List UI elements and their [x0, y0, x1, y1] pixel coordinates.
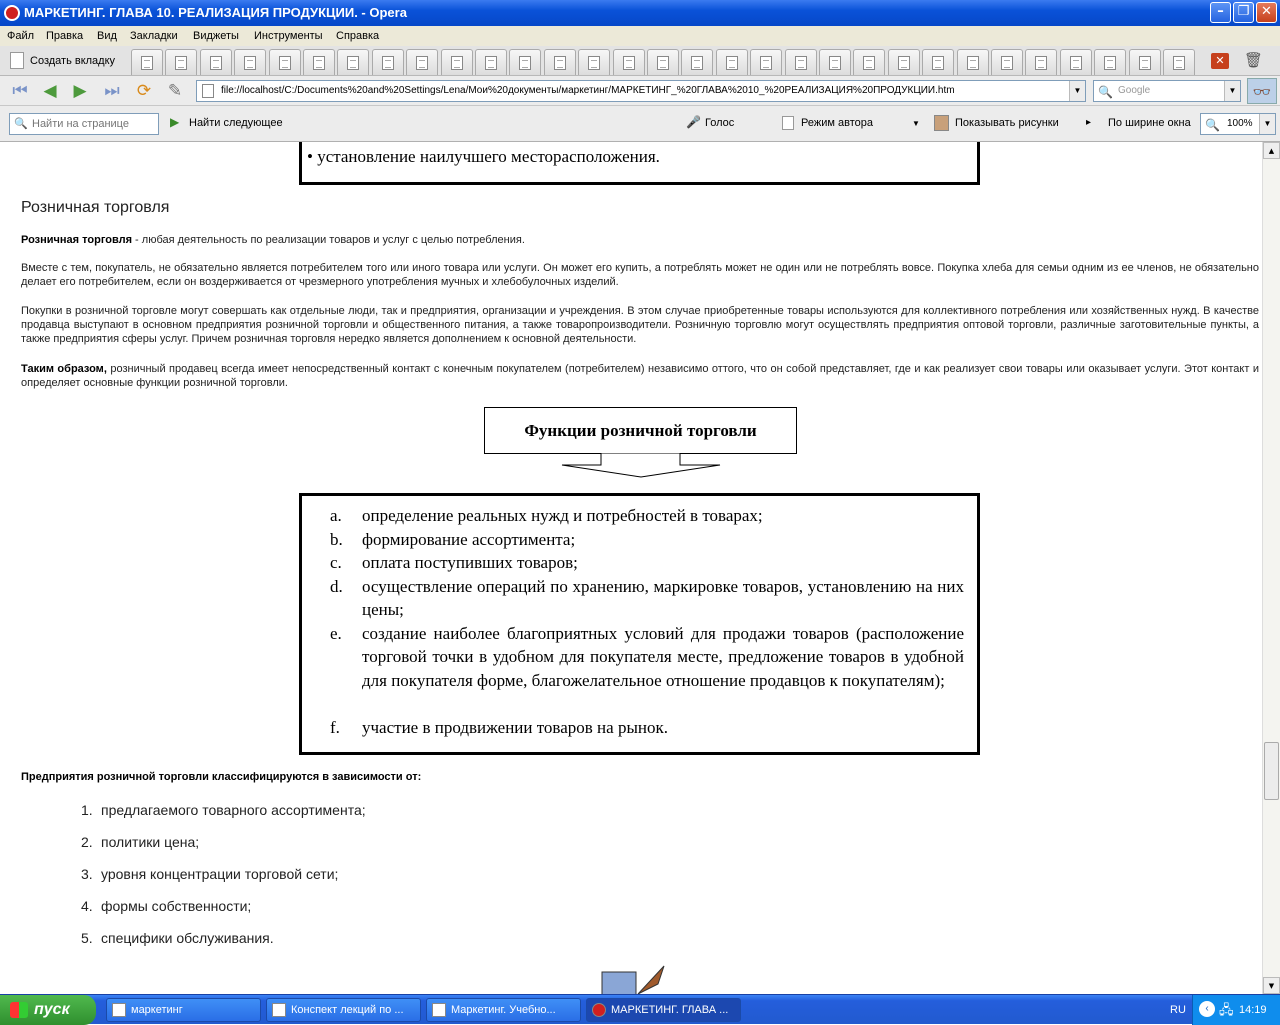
classify-item [81, 834, 200, 850]
folder-icon [112, 1003, 126, 1017]
show-images-icon [934, 115, 949, 131]
search-icon: 🔍 [1098, 85, 1113, 99]
classify-number: 2. [81, 834, 93, 850]
maximize-button[interactable]: ❐ [1233, 2, 1254, 23]
clock: 14:19 [1239, 1004, 1267, 1016]
close-button[interactable]: ✕ [1256, 2, 1277, 23]
function-item [330, 716, 964, 740]
task-word-1[interactable] [266, 998, 421, 1022]
fit-width-icon: ▸ [1086, 117, 1092, 128]
page-icon [1070, 56, 1082, 70]
fit-width-button[interactable]: По ширине окна [1108, 117, 1191, 129]
browser-tab[interactable] [716, 49, 748, 75]
find-next-icon[interactable]: ▶ [170, 115, 180, 129]
browser-tab[interactable] [750, 49, 782, 75]
classify-number: 4. [81, 898, 93, 914]
page-icon [141, 56, 153, 70]
page-icon [244, 56, 256, 70]
word-icon [272, 1003, 286, 1017]
function-item [330, 504, 964, 528]
forward-icon[interactable]: ▶ [73, 81, 87, 101]
author-mode-icon [782, 116, 794, 130]
browser-tab[interactable] [303, 49, 335, 75]
page-icon [451, 56, 463, 70]
page-icon [175, 56, 187, 70]
menu-bar [0, 26, 1280, 46]
classify-number: 1. [81, 802, 93, 818]
function-text: определение реальных нужд и потребностей в товарах; [362, 506, 763, 525]
page-icon [313, 56, 325, 70]
menu-view[interactable]: Вид [97, 30, 117, 42]
page-icon [932, 56, 944, 70]
new-tab-icon [10, 52, 24, 69]
function-text: осуществление операций по хранению, маркировке товаров, установлению на них цены; [362, 576, 964, 619]
windows-logo-icon [10, 1002, 28, 1018]
browser-tab[interactable] [441, 49, 473, 75]
browser-tab[interactable] [613, 49, 645, 75]
function-letter: b. [330, 529, 343, 549]
browser-tab[interactable] [578, 49, 610, 75]
author-mode-dropdown-icon[interactable]: ▼ [912, 119, 920, 128]
back-icon[interactable]: ◀ [43, 81, 57, 101]
page-icon [829, 56, 841, 70]
search-engine-dropdown-icon[interactable]: ▼ [1224, 81, 1240, 101]
browser-tab[interactable] [922, 49, 954, 75]
page-icon [210, 56, 222, 70]
browser-tab[interactable] [853, 49, 885, 75]
page-icon [623, 56, 635, 70]
menu-widgets[interactable]: Виджеты [193, 30, 239, 42]
new-tab-label: Создать вкладку [30, 55, 116, 67]
trash-icon[interactable]: 🗑 [1244, 51, 1264, 69]
address-field[interactable] [196, 80, 1086, 102]
section-title: Розничная торговля [21, 199, 170, 216]
page-icon [485, 56, 497, 70]
classify-item [81, 802, 366, 818]
menu-help[interactable]: Справка [336, 30, 380, 42]
edit-icon[interactable]: ✎ [167, 81, 183, 101]
function-item [330, 575, 964, 622]
browser-tab[interactable] [681, 49, 713, 75]
page-icon [554, 56, 566, 70]
function-letter: a. [330, 506, 342, 525]
page-icon [795, 56, 807, 70]
task-label: маркетинг [131, 1004, 183, 1016]
author-mode-button[interactable]: Режим автора [801, 117, 873, 129]
browser-tab[interactable] [337, 49, 369, 75]
opera-logo-icon [4, 5, 20, 21]
classify-number: 5. [81, 930, 93, 946]
scroll-down-icon[interactable]: ▼ [1263, 977, 1280, 994]
paragraph-1-term: Розничная торговля [21, 234, 132, 246]
classify-text: предлагаемого товарного ассортимента; [101, 802, 366, 818]
classify-item [81, 866, 339, 882]
functions-title-box: Функции розничной торговли [484, 407, 797, 454]
minimize-button[interactable]: – [1210, 2, 1231, 23]
find-input[interactable] [9, 113, 159, 135]
top-box [299, 142, 980, 185]
zoom-icon: 🔍 [1205, 118, 1220, 132]
function-item [330, 551, 964, 575]
zoom-control[interactable] [1200, 113, 1276, 135]
classify-number: 3. [81, 866, 93, 882]
browser-tab[interactable] [957, 49, 989, 75]
page-content [0, 142, 1262, 994]
title-bar [0, 0, 1280, 26]
function-text: участие в продвижении товаров на рынок. [362, 717, 668, 737]
browser-tab[interactable] [200, 49, 232, 75]
page-icon [347, 56, 359, 70]
scroll-thumb[interactable] [1264, 742, 1279, 800]
task-label: Маркетинг. Учебно... [451, 1004, 556, 1016]
zoom-value: 100% [1227, 118, 1253, 129]
window-title: МАРКЕТИНГ. ГЛАВА 10. РЕАЛИЗАЦИЯ ПРОДУКЦИИ. - Opera [24, 5, 407, 20]
browser-tab[interactable] [234, 49, 266, 75]
page-icon [863, 56, 875, 70]
classify-text: уровня концентрации торговой сети; [101, 866, 339, 882]
voice-icon[interactable]: 🎤 [686, 115, 701, 129]
find-search-icon: 🔍 [14, 118, 28, 130]
browser-tab[interactable] [785, 49, 817, 75]
close-tab-icon[interactable]: ✕ [1211, 53, 1229, 69]
task-word-2[interactable] [426, 998, 581, 1022]
menu-tools[interactable]: Инструменты [254, 30, 323, 42]
classify-heading: Предприятия розничной торговли классифицируются в зависимости от: [21, 771, 422, 783]
function-item [330, 622, 964, 693]
browser-tab[interactable] [544, 49, 576, 75]
word-icon [432, 1003, 446, 1017]
browser-tab[interactable] [165, 49, 197, 75]
page-icon [726, 56, 738, 70]
rewind-icon[interactable]: ⏮ [12, 81, 28, 101]
browser-tab[interactable] [269, 49, 301, 75]
page-icon [1104, 56, 1116, 70]
menu-file[interactable]: Файл [7, 30, 35, 42]
function-item [330, 528, 964, 552]
browser-tab[interactable] [991, 49, 1023, 75]
vertical-scrollbar[interactable] [1262, 142, 1280, 994]
start-button[interactable] [0, 995, 96, 1025]
network-icon[interactable]: 🖧 [1219, 1002, 1234, 1017]
system-tray [1192, 995, 1280, 1025]
browser-tab[interactable] [1094, 49, 1126, 75]
function-letter: e. [330, 623, 342, 643]
page-icon [416, 56, 428, 70]
tab-bar [0, 46, 1280, 76]
paragraph-3: Покупки в розничной торговле могут совершать как отдельные люди, так и предприятия, организации и учреждения. В этом случае приобретенные товары используются для коллективного потребления или хозяйственных нужд. В качестве продавца выступают в основном предприятия розничной торговли и общественного питания, а также товаропроизводители. Розничную торговлю могут осуществлять предприятия оптовой торговли, различные заготовительные пункты, а также предприятия сферы услуг. Причем розничная торговля нередко является дополнением к основной деятельности. [21, 305, 1259, 345]
page-icon [967, 56, 979, 70]
book-quill-image [598, 964, 668, 994]
function-letter: c. [330, 553, 342, 572]
classify-text: формы собственности; [101, 898, 252, 914]
paragraph-1-text: - любая деятельность по реализации товаров и услуг с целью потребления. [132, 234, 525, 246]
start-label: пуск [34, 1001, 70, 1018]
address-dropdown-icon[interactable]: ▼ [1069, 81, 1085, 101]
navigation-bar [0, 76, 1280, 106]
page-icon [1035, 56, 1047, 70]
menu-bookmarks[interactable]: Закладки [130, 30, 178, 42]
page-icon [279, 56, 291, 70]
browser-tab[interactable] [1060, 49, 1092, 75]
functions-box [299, 493, 980, 755]
browser-tab[interactable] [1163, 49, 1195, 75]
page-icon [1173, 56, 1185, 70]
paragraph-1 [21, 233, 1259, 247]
function-letter: d. [330, 576, 343, 596]
browser-tab[interactable] [647, 49, 679, 75]
find-next-button[interactable]: Найти следующее [189, 117, 283, 129]
classify-text: политики цена; [101, 834, 200, 850]
fast-forward-icon[interactable]: ⏭ [104, 81, 120, 101]
browser-tab[interactable] [1025, 49, 1057, 75]
search-placeholder: Google [1118, 85, 1151, 96]
classify-item [81, 898, 252, 914]
reload-icon[interactable]: ⟳ [136, 81, 152, 101]
browser-tab[interactable] [372, 49, 404, 75]
page-icon [202, 84, 214, 98]
task-label: Конспект лекций по ... [291, 1004, 404, 1016]
task-label: МАРКЕТИНГ. ГЛАВА ... [611, 1004, 729, 1016]
task-folder[interactable] [106, 998, 261, 1022]
function-text: оплата поступивших товаров; [362, 553, 578, 572]
page-icon [691, 56, 703, 70]
show-images-button[interactable]: Показывать рисунки [955, 117, 1059, 129]
language-indicator[interactable]: RU [1170, 1004, 1186, 1016]
top-box-text: • установление наилучшего месторасположения. [307, 147, 660, 166]
page-icon [1001, 56, 1013, 70]
zoom-dropdown-icon[interactable]: ▼ [1259, 114, 1275, 134]
search-field[interactable] [1093, 80, 1241, 102]
scroll-up-icon[interactable]: ▲ [1263, 142, 1280, 159]
page-icon [898, 56, 910, 70]
find-bar [0, 106, 1280, 142]
paragraph-4-term: Таким образом, [21, 363, 107, 375]
opera-icon [592, 1003, 606, 1017]
browser-tab[interactable] [1129, 49, 1161, 75]
function-text: создание наиболее благоприятных условий для продажи товаров (расположение торговой точки в удобном для покупателя месте, предложение товаров в удобной для покупателя форме, благожелательное отношение продавцов к покупателям); [362, 623, 964, 690]
paragraph-4 [21, 362, 1259, 390]
page-icon [760, 56, 772, 70]
browser-tab[interactable] [819, 49, 851, 75]
paragraph-4-text: розничный продавец всегда имеет непосредственный контакт с конечным покупателем (потребителем) независимо оттого, что он собой представляет, где и как реализует свои товары или оказывает услуги. Этот контакт и определяет основные функции розничной торговли. [21, 363, 1259, 389]
page-icon [382, 56, 394, 70]
browser-tab[interactable] [406, 49, 438, 75]
menu-edit[interactable]: Правка [46, 30, 84, 42]
classify-text: специфики обслуживания. [101, 930, 274, 946]
glasses-icon[interactable]: 👓 [1247, 78, 1277, 104]
browser-tab[interactable] [888, 49, 920, 75]
new-tab-button[interactable] [8, 51, 115, 71]
page-icon [588, 56, 600, 70]
task-opera[interactable] [586, 998, 741, 1022]
voice-button[interactable]: Голос [705, 117, 735, 129]
function-text: формирование ассортимента; [362, 529, 576, 549]
browser-tab[interactable] [509, 49, 541, 75]
classify-item [81, 930, 274, 946]
function-letter: f. [330, 717, 340, 737]
paragraph-2: Вместе с тем, покупатель, не обязательно является потребителем того или иного товара или услуги. Он может его купить, а потреблять может не один или не потреблять вовсе. Покупка хлеба для семьи одним из ее членов, не обязательно делает его потребителем, если он воздерживается от чрезмерного употребления мучных и хлебобулочных изделий. [21, 262, 1259, 288]
page-icon [1139, 56, 1151, 70]
taskbar [0, 994, 1280, 1024]
page-icon [657, 56, 669, 70]
down-arrow-icon [560, 453, 722, 479]
tray-arrow-icon[interactable]: ‹ [1199, 1001, 1215, 1017]
browser-tab[interactable] [131, 49, 163, 75]
address-url: file://localhost/C:/Documents%20and%20Settings/Lena/Мои%20документы/маркетинг/МАРКЕТИНГ_%20ГЛАВА%2010_%20РЕАЛИЗАЦИЯ%20ПРОДУКЦИИ.htm [221, 85, 955, 96]
browser-tab[interactable] [475, 49, 507, 75]
page-icon [519, 56, 531, 70]
